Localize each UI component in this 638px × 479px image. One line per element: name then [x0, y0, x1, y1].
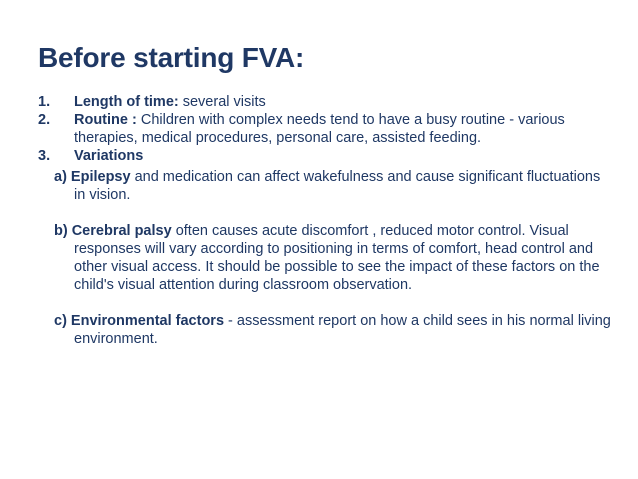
list-item [38, 147, 613, 165]
sub-list-item [38, 168, 613, 204]
item-label: Routine : [74, 112, 137, 128]
sub-item-text: and medication can affect wakefulness and cause significant fluctuations in vision. [74, 169, 601, 203]
item-text: Children with complex needs tend to have a busy routine - various therapies, medical procedures, personal care, assisted feeding. [74, 112, 565, 146]
item-label: Variations [74, 148, 144, 164]
list-item [38, 111, 613, 147]
item-number: 2. [38, 112, 51, 128]
item-number: 3. [38, 148, 51, 164]
list-item [38, 93, 613, 111]
sub-item-text: - assessment report on how a child sees in his normal living environment. [74, 313, 611, 347]
sub-item-label: c) Environmental factors [54, 313, 225, 329]
sub-list-item [38, 222, 613, 294]
item-number: 1. [38, 94, 51, 110]
sub-item-label: b) Cerebral palsy [54, 223, 172, 239]
slide-title: Before starting FVA: [38, 42, 305, 73]
item-text: several visits [178, 94, 266, 110]
sub-item-label: a) Epilepsy [54, 169, 131, 185]
item-label: Length of time: [74, 94, 179, 110]
sub-item-text: often causes acute discomfort , reduced motor control. Visual responses will vary according to positioning in terms of comfort, head control and other visual access. It should be possible to see the impact of these factors on the child's visual attention during classroom observation. [74, 223, 600, 293]
sub-list-item [38, 312, 613, 348]
slide-body [38, 93, 613, 348]
